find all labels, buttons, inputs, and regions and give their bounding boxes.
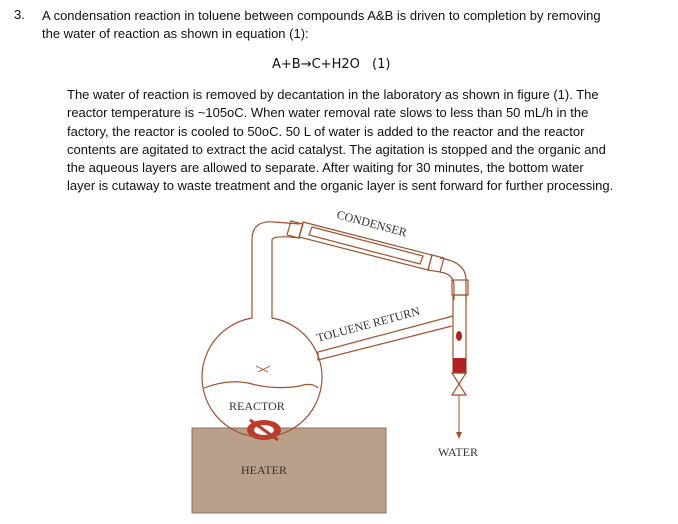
heater-label: HEATER: [241, 463, 287, 477]
neck-mark: [256, 366, 270, 372]
water-arrow-icon: [456, 432, 462, 439]
equation-formula: A+B→C+H2O: [272, 57, 360, 72]
drain-valve-icon: [452, 373, 466, 395]
paragraph-line: the aqueous layers are allowed to separate. After waiting for 30 minutes, the bottom water: [67, 160, 584, 176]
toluene-return-label: TOLUENE RETURN: [315, 303, 422, 345]
reactor-label: REACTOR: [229, 399, 285, 413]
condenser-label: CONDENSER: [335, 207, 409, 240]
paragraph-line: reactor temperature is ~105oC. When water removal rate slows to less than 50 mL/h in the: [67, 105, 589, 121]
paragraph-line: The water of reaction is removed by decantation in the laboratory as shown in figure (1). The: [67, 87, 599, 102]
condenser-outlet: [440, 258, 466, 300]
vapor-line: [252, 222, 300, 240]
question-line: the water of reaction as shown in equation (1):: [42, 26, 309, 41]
question-number: 3.: [14, 7, 25, 22]
equation-number: (1): [372, 57, 391, 72]
paragraph-line: factory, the reactor is cooled to 50oC. 50 L of water is added to the reactor and the reactor: [67, 123, 585, 139]
question-line: A condensation reaction in toluene between compounds A&B is driven to completion by removing: [42, 8, 601, 23]
paragraph-line: contents are agitated to extract the acid catalyst. The agitation is stopped and the organic and: [67, 141, 606, 157]
heater-block: [192, 428, 386, 513]
water-label: WATER: [438, 445, 478, 459]
paragraph-line: layer is cutaway to waste treatment and the organic layer is sent forward for further processing.: [67, 178, 614, 194]
